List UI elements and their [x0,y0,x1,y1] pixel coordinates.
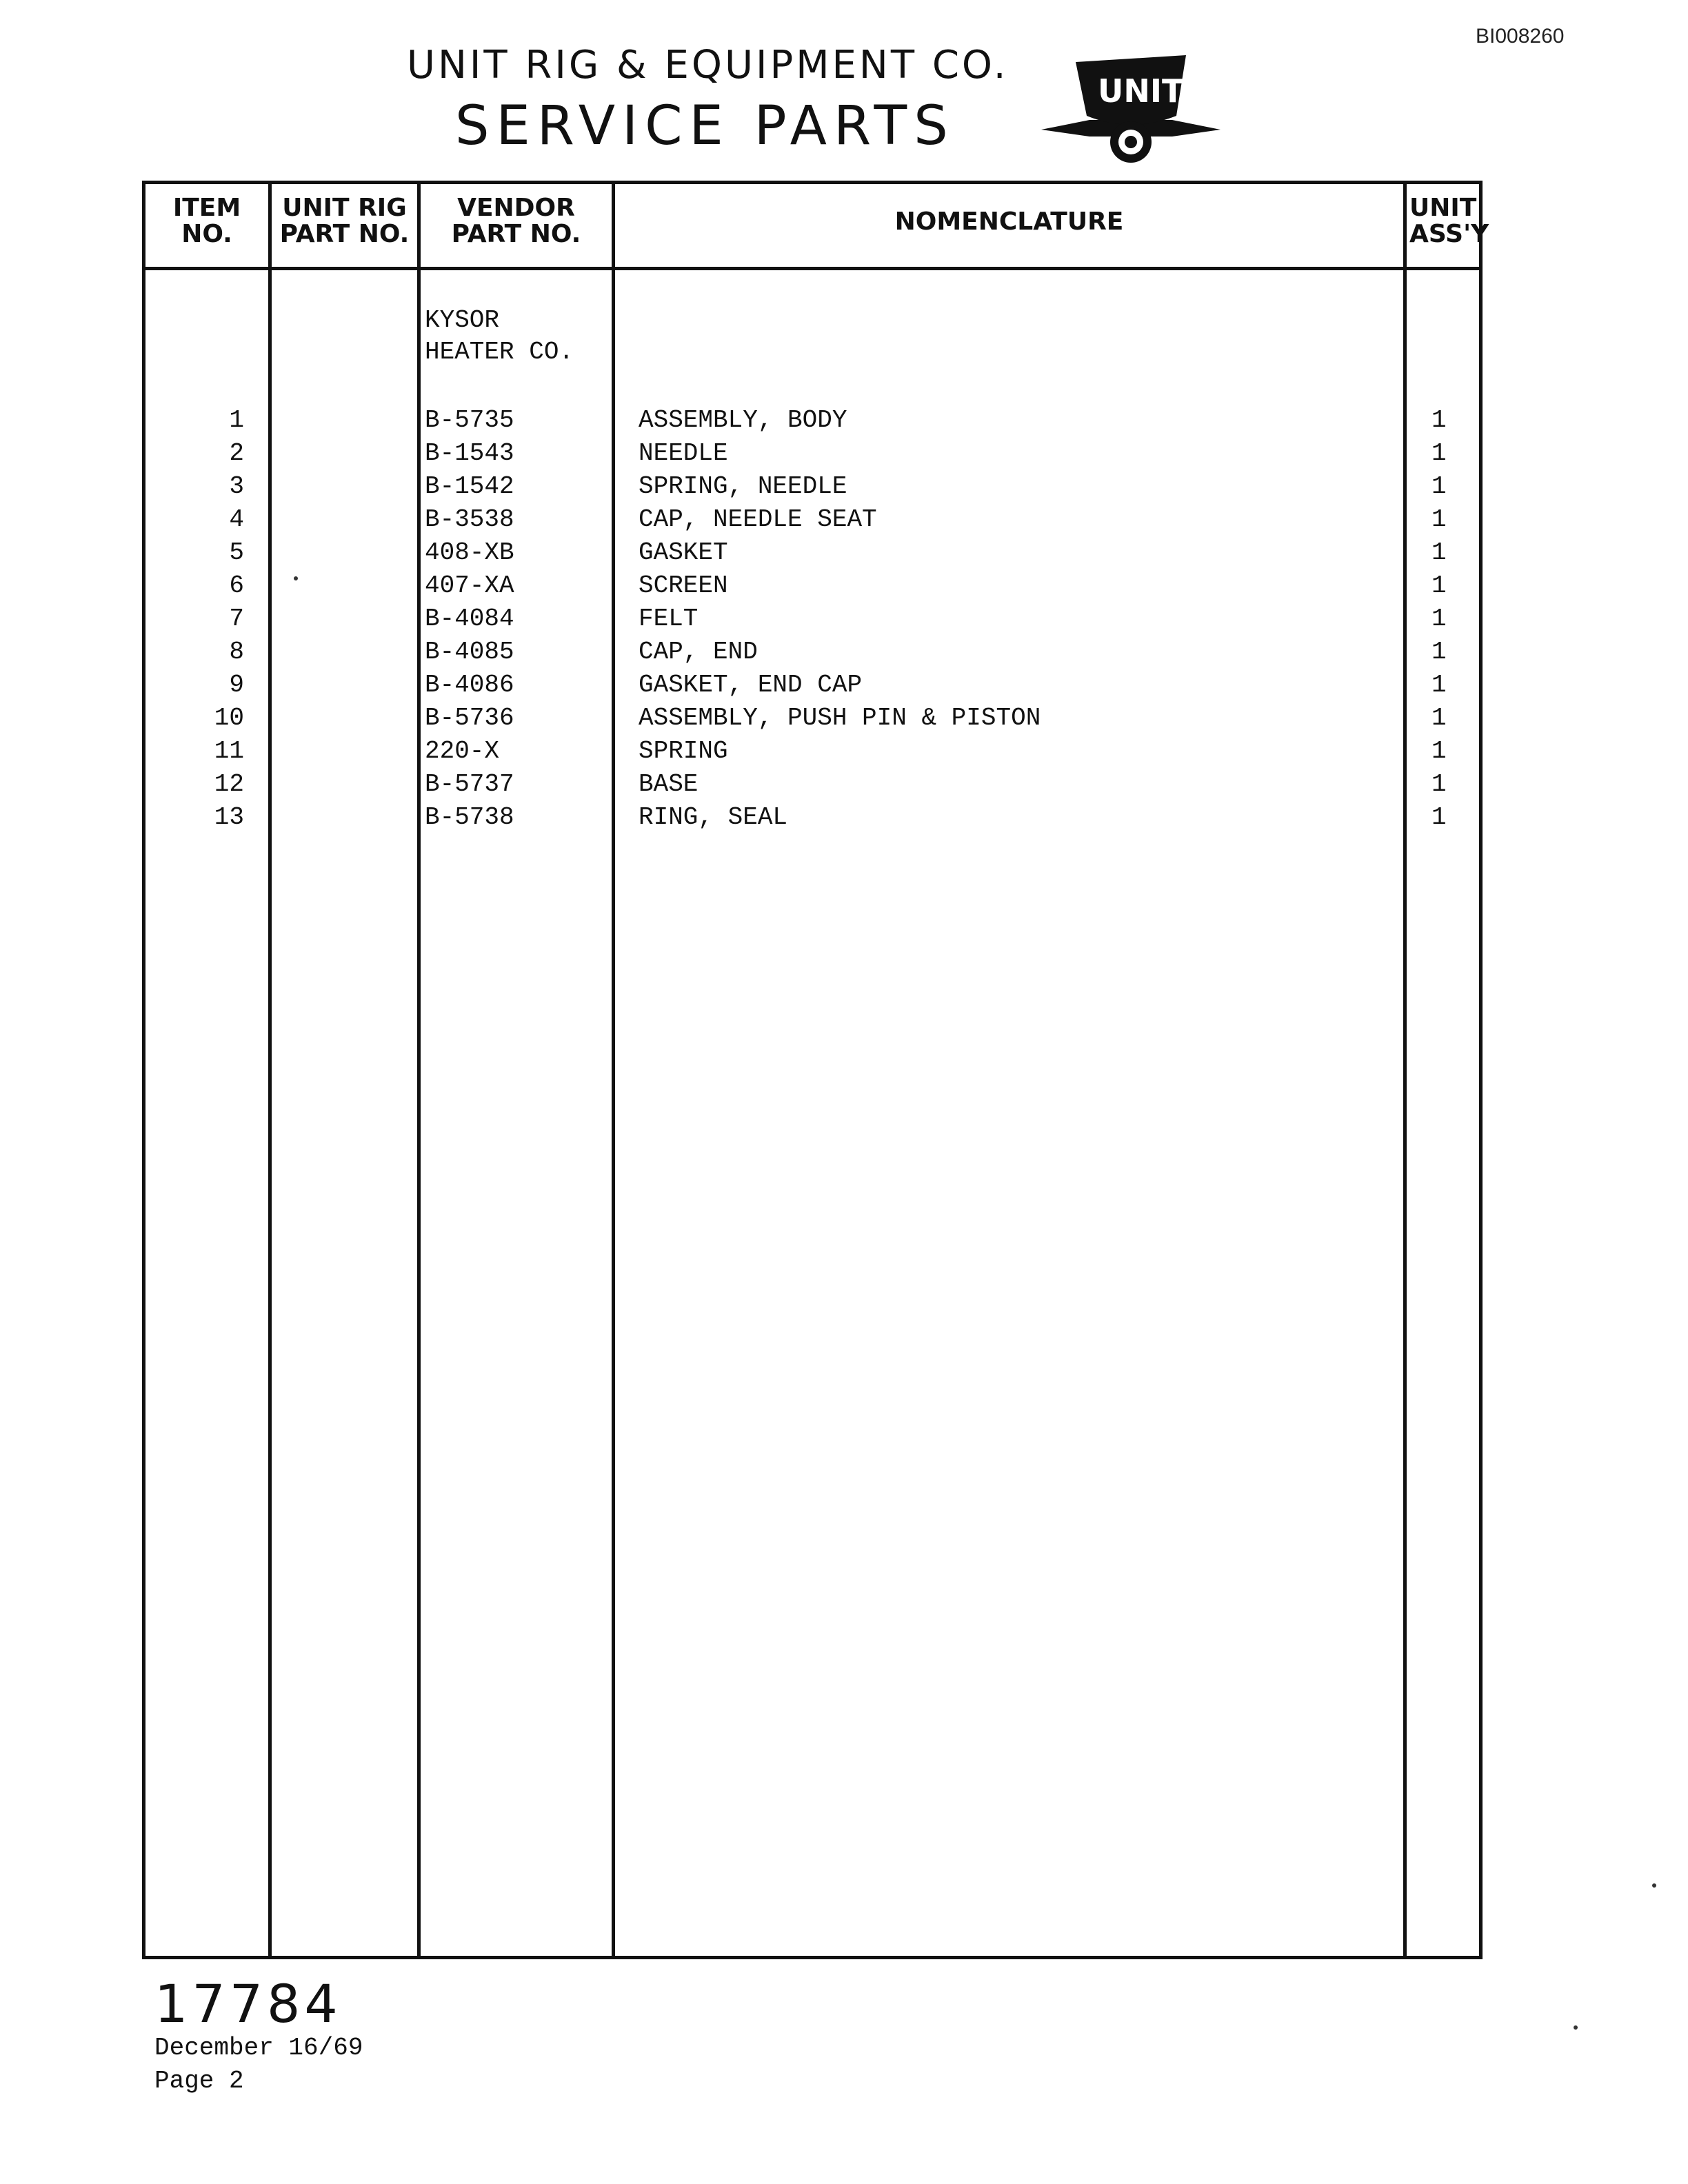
document-id: BI008260 [1476,25,1565,48]
table-row [0,801,1688,834]
unit-assy-qty: 1 [1431,704,1447,732]
table-row [0,603,1688,636]
unit-assy-qty: 1 [1431,737,1447,765]
vendor-name: KYSOR HEATER CO. [425,306,574,366]
nomenclature: GASKET, END CAP [639,671,863,699]
table-row [0,735,1688,768]
nomenclature: CAP, END [639,638,758,666]
header-nomenclature: NOMENCLATURE [894,208,1124,236]
unit-assy-qty: 1 [1431,505,1447,534]
table-row [0,636,1688,669]
item-no: 4 [229,505,244,534]
company-name: UNIT RIG & EQUIPMENT CO. [407,43,1009,88]
header-unit-assy: UNIT ASS'Y [1409,194,1489,248]
table-row [0,437,1688,470]
vendor-part-no: 220-X [425,737,500,765]
item-no: 6 [229,572,244,600]
parts-rows [0,404,1688,834]
vendor-part-no: B-3538 [425,505,514,534]
vendor-part-no: 408-XB [425,538,514,567]
item-no: 8 [229,638,244,666]
nomenclature: SPRING, NEEDLE [639,472,847,501]
nomenclature: GASKET [639,538,728,567]
item-no: 12 [214,770,244,798]
unit-assy-qty: 1 [1431,770,1447,798]
item-no: 1 [229,406,244,434]
unit-assy-qty: 1 [1431,671,1447,699]
nomenclature: NEEDLE [639,439,728,467]
table-row [0,768,1688,801]
vendor-part-no: B-5735 [425,406,514,434]
table-row [0,669,1688,702]
nomenclature: BASE [639,770,699,798]
vendor-part-no: B-5736 [425,704,514,732]
vendor-part-no: B-4084 [425,605,514,633]
unit-assy-qty: 1 [1431,406,1447,434]
table-row [0,404,1688,437]
nomenclature: FELT [639,605,699,633]
header-vendor-part-no: VENDOR PART NO. [451,194,581,248]
nomenclature: SPRING [639,737,728,765]
scan-speck [294,576,298,580]
header-divider [145,267,1479,270]
scan-speck [1652,1883,1656,1888]
table-row [0,702,1688,735]
item-no: 9 [229,671,244,699]
svg-text:UNIT RIG: UNIT RIG [1098,72,1257,110]
scan-speck [1574,2025,1578,2030]
vendor-part-no: B-5737 [425,770,514,798]
vendor-part-no: B-4086 [425,671,514,699]
item-no: 2 [229,439,244,467]
unit-assy-qty: 1 [1431,472,1447,501]
page-title: SERVICE PARTS [455,95,955,157]
nomenclature: RING, SEAL [639,803,788,831]
table-row [0,470,1688,503]
table-row [0,536,1688,569]
unit-assy-qty: 1 [1431,572,1447,600]
table-row [0,503,1688,536]
unit-assy-qty: 1 [1431,803,1447,831]
unit-assy-qty: 1 [1431,538,1447,567]
nomenclature: ASSEMBLY, PUSH PIN & PISTON [639,704,1041,732]
vendor-part-no: 407-XA [425,572,514,600]
item-no: 10 [214,704,244,732]
nomenclature: ASSEMBLY, BODY [639,406,847,434]
header-item-no: ITEM NO. [172,194,241,248]
unit-assy-qty: 1 [1431,439,1447,467]
nomenclature: CAP, NEEDLE SEAT [639,505,877,534]
unit-rig-logo [1041,48,1257,165]
vendor-part-no: B-1542 [425,472,514,501]
page-number: Page 2 [154,2067,244,2095]
document-date: December 16/69 [154,2034,363,2062]
item-no: 3 [229,472,244,501]
unit-assy-qty: 1 [1431,638,1447,666]
item-no: 7 [229,605,244,633]
table-row [0,569,1688,603]
unit-assy-qty: 1 [1431,605,1447,633]
item-no: 11 [214,737,244,765]
item-no: 5 [229,538,244,567]
item-no: 13 [214,803,244,831]
vendor-part-no: B-5738 [425,803,514,831]
nomenclature: SCREEN [639,572,728,600]
header-unit-rig-part-no: UNIT RIG PART NO. [279,194,410,248]
vendor-part-no: B-1543 [425,439,514,467]
vendor-part-no: B-4085 [425,638,514,666]
document-number: 17784 [154,1973,342,2034]
